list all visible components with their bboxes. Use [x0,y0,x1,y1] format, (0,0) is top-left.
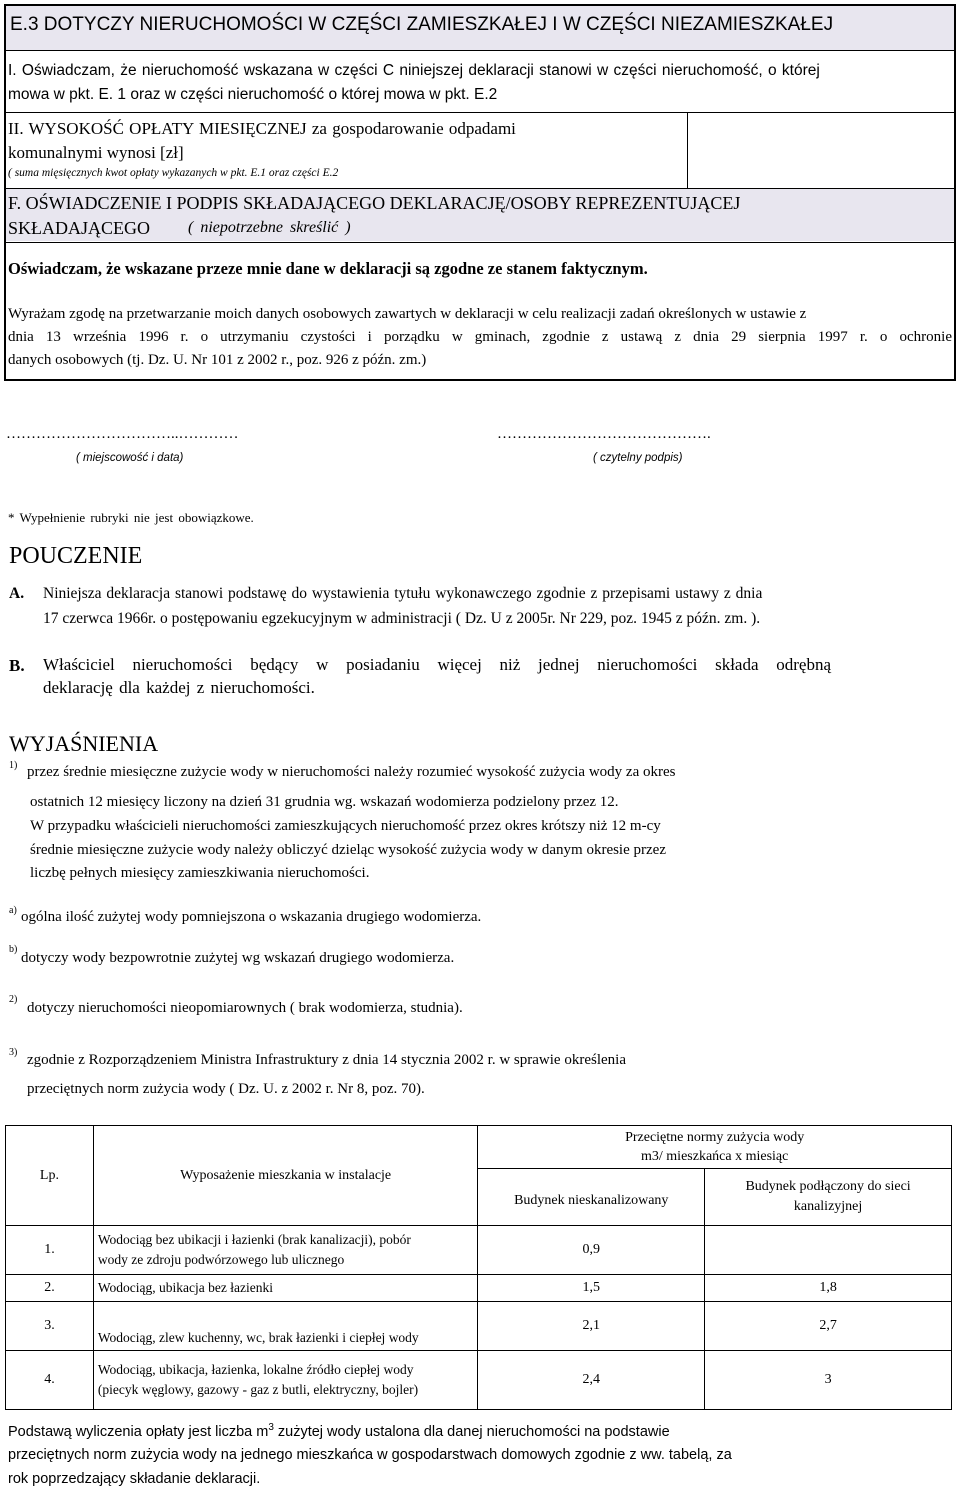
f-header: F. OŚWIADCZENIE I PODPIS SKŁADAJĄCEGO DEKLARACJĘ/OSOBY REPREZENTUJĄCEJ [8,193,741,213]
table-header-row [6,1126,952,1169]
wyjasnienia-title: WYJAŚNIENIA [9,731,159,756]
item-mark: B. [9,656,25,675]
row-lp: 4. [6,1351,94,1410]
column-header-norms-line: Przeciętne normy zużycia wody [625,1130,805,1145]
fee-note: ( suma mięsięcznych kwot opłaty wykazanych w pkt. E.1 oraz części E.2 [8,167,339,179]
row-equipment-line: wody ze zdroju podwórzowego lub ulicznego [97,1252,345,1267]
water-norms-table [5,1125,952,1410]
row-sewer: 2,7 [705,1302,952,1351]
note-mark: b) [9,944,18,955]
e3-paragraph-line: mowa w pkt. E. 1 oraz w części nieruchomość o której mowa w pkt. E.2 [8,86,498,103]
row-equipment: Wodociąg, ubikacja bez łazienki [93,1275,477,1302]
fee-label: II. WYSOKOŚĆ OPŁATY MIESIĘCZNEJ za gospodarowanie odpadami [8,119,516,138]
table-row [6,1275,952,1302]
row-lp: 2. [6,1275,94,1302]
fee-amount-field[interactable] [689,114,954,187]
f-consent-line: Wyrażam zgodę na przetwarzanie moich danych osobowych zawartych w deklaracji w celu realizacji zadań określonych w ustawie z [8,306,807,322]
note-mark: 3) [9,1047,18,1058]
row-no-sewer: 1,5 [478,1275,705,1302]
f-consent-line: danych osobowych (tj. Dz. U. Nr 101 z 2002 r., poz. 926 z późn. zm.) [8,352,427,368]
note-mark: 1) [9,760,18,771]
row-equipment-line: Wodociąg bez ubikacji i łazienki (brak kanalizacji), pobór [97,1232,411,1247]
note-mark: a) [9,905,17,916]
column-header-lp: Lp. [6,1126,94,1226]
table-row [6,1302,952,1351]
row-equipment-line: (piecyk węglowy, gazowy - gaz z butli, elektryczny, bojler) [97,1382,419,1397]
column-header-sewer: Budynek podłączony do sieci kanalizyjnej [705,1169,952,1226]
table-row [6,1226,952,1275]
closing-text: zużytej wody ustalona dla danej nieruchomości na podstawie [273,1423,670,1440]
divider [4,242,956,243]
row-equipment: Wodociąg, zlew kuchenny, wc, brak łazienki i ciepłej wody [93,1302,477,1351]
note-line: przez średnie miesięczne zużycie wody w nieruchomości należy rozumieć wysokość zużycia wody za okres [27,764,676,780]
fee-label: komunalnymi wynosi [zł] [8,143,184,162]
table-row [6,1351,952,1410]
note-line: ostatnich 12 miesięcy liczony na dzień 31 grudnia wg. wskazań wodomierza podzielony przez 12. [30,794,619,810]
f-statement: Oświadczam, że wskazane przeze mnie dane w deklaracji są zgodne ze stanem faktycznym. [8,259,648,278]
divider [687,112,688,188]
note-line: ogólna ilość zużytej wody pomniejszona o wskazania drugiego wodomierza. [21,909,482,925]
footnote-star: * Wypełnienie rubryki nie jest obowiązkowe. [8,510,254,525]
note-line: średnie miesięczne zużycie wody należy obliczyć dzieląc wysokość zużycia wody w danym okresie przez [30,842,666,858]
divider [4,50,956,51]
place-date-label: ( miejscowość i data) [76,452,184,464]
column-header-equipment: Wyposażenie mieszkania w instalacje [93,1126,477,1226]
column-header-norms [478,1126,952,1169]
closing-line [8,1422,670,1440]
f-header-note: ( niepotrzebne skreślić ) [188,219,351,236]
pouczenie-title: POUCZENIE [9,543,143,569]
row-sewer [705,1226,952,1275]
pouczenie-b-line: Właściciel nieruchomości będący w posiadaniu więcej niż jednej nieruchomości składa odrębną [43,655,831,674]
row-sewer: 1,8 [705,1275,952,1302]
note-mark: 2) [9,994,18,1005]
column-header-no-sewer: Budynek nieskanalizowany [478,1169,705,1226]
row-equipment [93,1351,477,1410]
note-line: zgodnie z Rozporządzeniem Ministra Infrastruktury z dnia 14 stycznia 2002 r. w sprawie określenia [27,1052,626,1068]
row-sewer: 3 [705,1351,952,1410]
f-header: SKŁADAJĄCEGO [8,218,151,238]
row-no-sewer: 2,4 [478,1351,705,1410]
f-consent-line: dnia 13 września 1996 r. o utrzymaniu czystości i porządku w gminach, zgodnie z ustawą z dnia 29 sierpnia 1997 r. o ochronie [8,329,952,345]
closing-line: rok poprzedzający składanie deklaracji. [8,1471,261,1487]
divider [4,112,956,113]
row-equipment [93,1226,477,1275]
row-equipment-line: Wodociąg, ubikacja, łazienka, lokalne źródło ciepłej wody [97,1362,414,1377]
row-lp: 3. [6,1302,94,1351]
row-no-sewer: 2,1 [478,1302,705,1351]
pouczenie-a-line: 17 czerwca 1966r. o postępowaniu egzekucyjnym w administracji ( Dz. U z 2005r. Nr 229, poz. 1945 z późn. zm. ). [43,610,761,627]
note-line: dotyczy wody bezpowrotnie zużytej wg wskazań drugiego wodomierza. [21,950,455,966]
note-line: liczbę pełnych miesięcy zamieszkiwania nieruchomości. [30,865,370,881]
e3-header: E.3 DOTYCZY NIERUCHOMOŚCI W CZĘŚCI ZAMIESZKAŁEJ I W CZĘŚCI NIEZAMIESZKAŁEJ [10,14,834,35]
closing-line: przeciętnych norm zużycia wody na jednego mieszkańca w gospodarstwach domowych zgodnie z ww. tabelą, za [8,1447,732,1463]
place-date-dots[interactable]: ……………………………..………… [6,426,239,442]
row-no-sewer: 0,9 [478,1226,705,1275]
pouczenie-a-line: Niniejsza deklaracja stanowi podstawę do wystawienia tytułu wykonawczego zgodnie z przepisami ustawy z dnia [43,585,763,602]
closing-text: Podstawą wyliczenia opłaty jest liczba m [8,1423,269,1440]
pouczenie-b-line: deklarację dla każdej z nieruchomości. [43,678,315,697]
note-line: dotyczy nieruchomości nieopomiarownych ( brak wodomierza, studnia). [27,1000,463,1016]
note-line: W przypadku właścicieli nieruchomości zamieszkujących nieruchomość przez okres krótszy niż 12 m-cy [30,818,661,834]
item-mark: A. [9,585,25,602]
row-lp: 1. [6,1226,94,1275]
closing-superscript: 3 [268,1422,274,1433]
signature-label: ( czytelny podpis) [593,452,683,464]
note-line: przeciętnych norm zużycia wody ( Dz. U. z 2002 r. Nr 8, poz. 70). [27,1081,425,1097]
signature-dots[interactable]: ……………………………………. [497,426,711,442]
column-header-norms-line: m3/ mieszkańca x miesiąc [641,1149,789,1164]
e3-paragraph-line: I. Oświadczam, że nieruchomość wskazana w części C niniejszej deklaracji stanowi w części nieruchomość, o której [8,62,820,79]
